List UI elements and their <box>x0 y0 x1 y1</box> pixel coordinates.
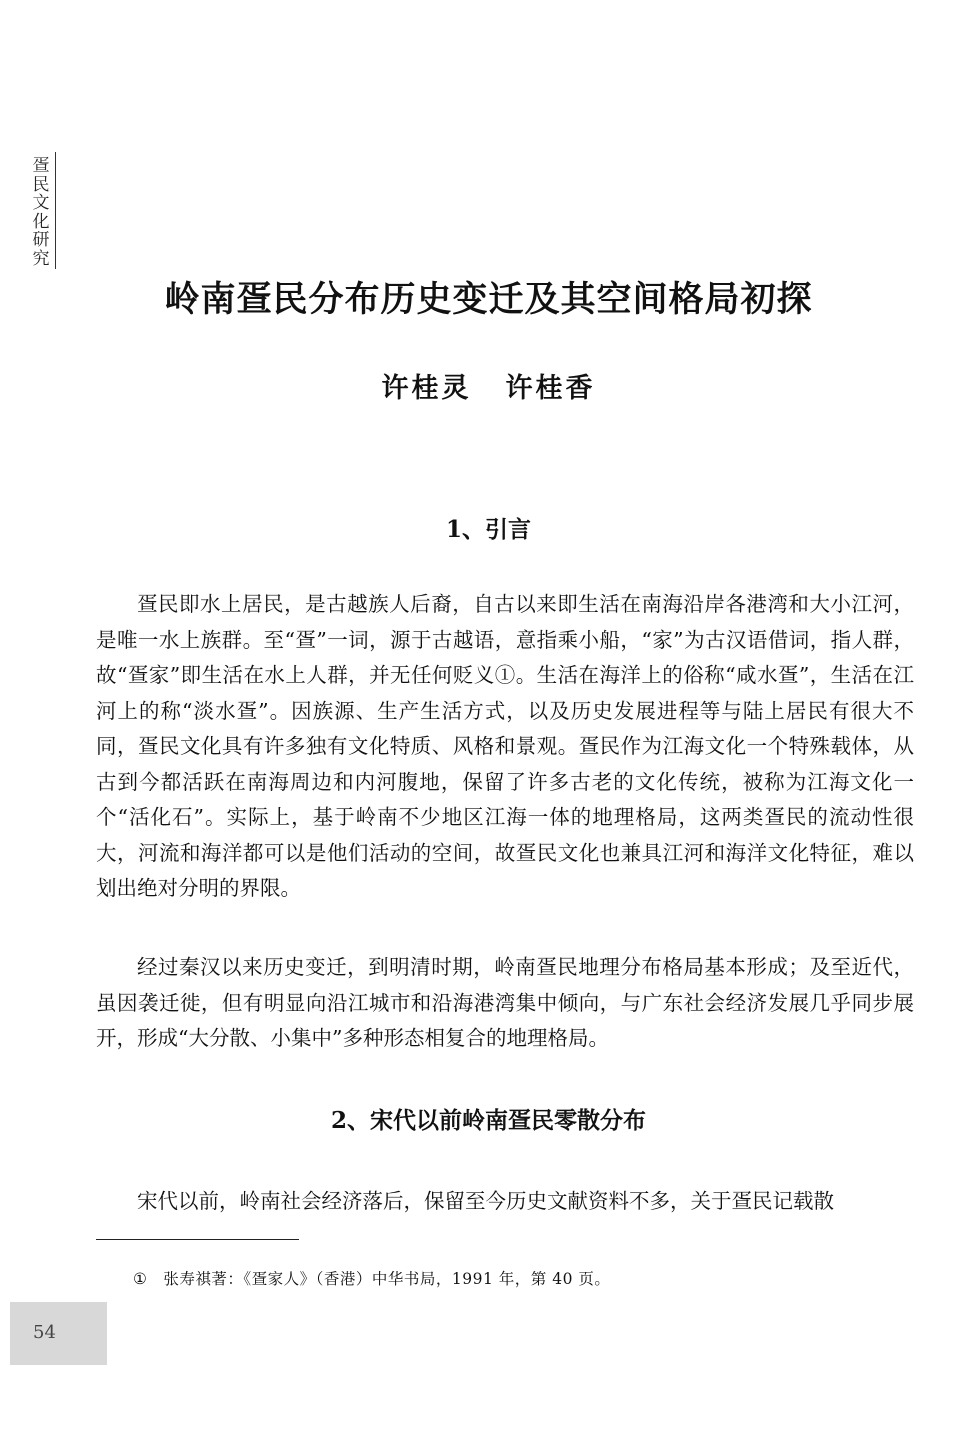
page-number-box <box>10 1302 107 1365</box>
footnote <box>133 1267 610 1289</box>
footnote-rule <box>96 1239 299 1240</box>
body-paragraph: 经过秦汉以来历史变迁，到明清时期，岭南疍民地理分布格局基本形成；及至近代，虽因袭迁徙，但有明显向沿江城市和沿海港湾集中倾向，与广东社会经济发展几乎同步展开，形成“大分散、小集中”多种形态相复合的地理格局。 <box>96 955 914 1050</box>
running-head: 疍民文化研究 <box>32 156 50 269</box>
section-heading-pre-song: 2、宋代以前岭南疍民零散分布 <box>330 1107 646 1134</box>
section-heading-introduction: 1、引言 <box>445 516 531 543</box>
running-head-rule <box>55 152 56 269</box>
footnote-text: 张寿祺著：《疍家人》（香港）中华书局，1991 年，第 40 页。 <box>163 1270 611 1288</box>
author-line <box>0 366 977 405</box>
body-paragraph: 宋代以前，岭南社会经济落后，保留至今历史文献资料不多，关于疍民记载散 <box>137 1189 834 1213</box>
author-name: 许桂灵 <box>381 373 472 404</box>
author-name: 许桂香 <box>505 373 596 404</box>
page-number: 54 <box>33 1322 56 1343</box>
body-paragraph: 疍民即水上居民，是古越族人后裔，自古以来即生活在南海沿岸各港湾和大小江河，是唯一水上族群。至“疍”一词，源于古越语，意指乘小船，“家”为古汉语借词，指人群，故“疍家”即生活在水上人群，并无任何贬义①。生活在海洋上的俗称“咸水疍”，生活在江河上的称“淡水疍”。因族源、生产生活方式，以及历史发展进程等与陆上居民有很大不同，疍民文化具有许多独有文化特质、风格和景观。疍民作为江海文化一个特殊载体，从古到今都活跃在南海周边和内河腹地，保留了许多古老的文化传统，被称为江海文化一个“活化石”。实际上，基于岭南不少地区江海一体的地理格局，这两类疍民的流动性很大，河流和海洋都可以是他们活动的空间，故疍民文化也兼具江河和海洋文化特征，难以划出绝对分明的界限。 <box>96 592 914 900</box>
footnote-mark: ① <box>133 1270 148 1288</box>
article-title: 岭南疍民分布历史变迁及其空间格局初探 <box>164 279 813 320</box>
